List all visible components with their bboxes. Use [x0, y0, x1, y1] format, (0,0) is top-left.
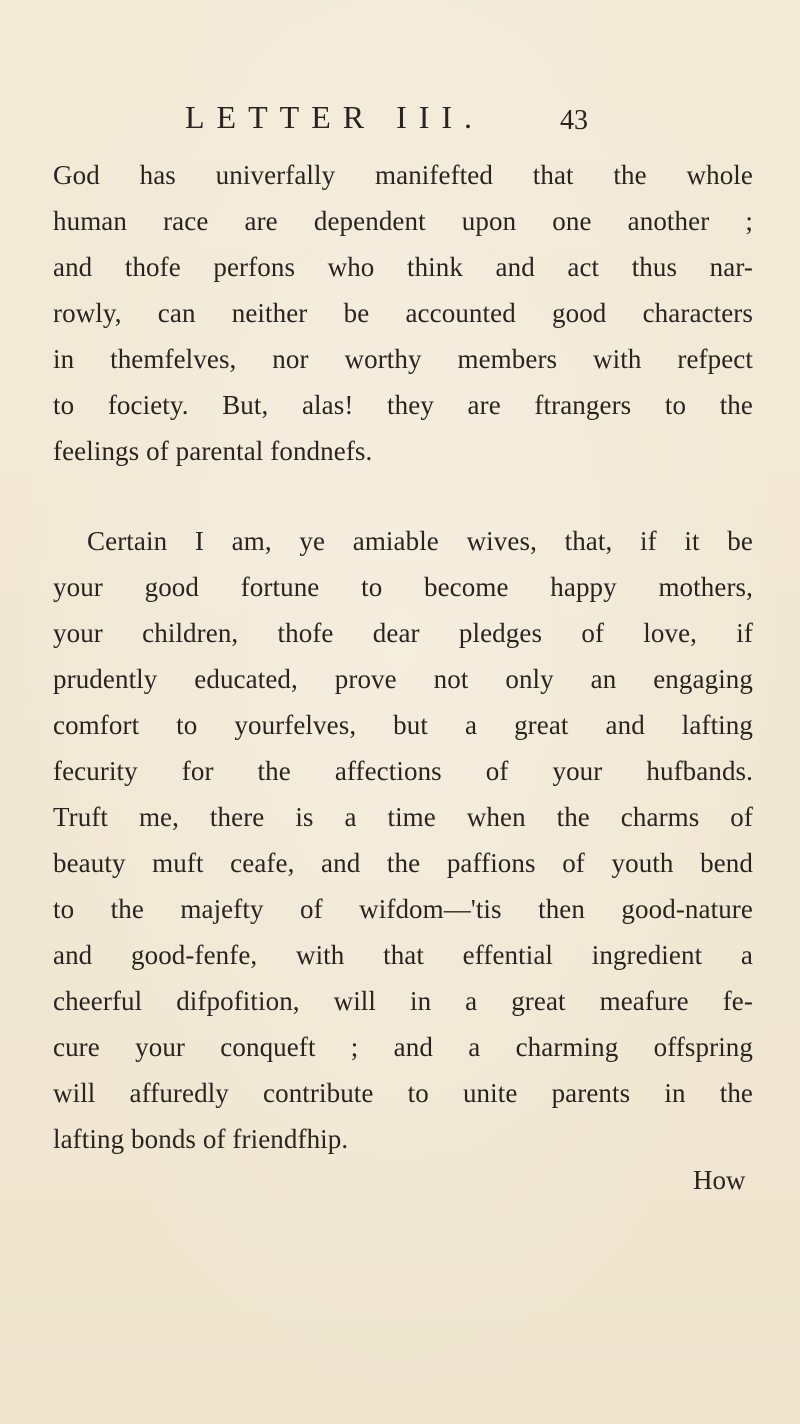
text-line: in themfelves, nor worthy members with refpect [53, 344, 753, 374]
text-line: your good fortune to become happy mothers, [53, 572, 753, 602]
text-line: lafting bonds of friendfhip. [53, 1124, 349, 1154]
text-line: to fociety. But, alas! they are ftrangers to the [53, 390, 753, 420]
text-line: to the majefty of wifdom—'tis then good-nature [53, 894, 753, 924]
text-line: Certain I am, ye amiable wives, that, if it be [87, 526, 753, 556]
text-line: your children, thofe dear pledges of love, if [53, 618, 753, 648]
text-line: and good-fenfe, with that effential ingredient a [53, 940, 753, 970]
page-number: 43 [560, 105, 588, 136]
text-line: Truft me, there is a time when the charms of [53, 802, 753, 832]
paragraph-2 [53, 518, 753, 1162]
text-line: God has univerfally manifefted that the whole [53, 160, 753, 190]
text-line: and thofe perfons who think and act thus nar- [53, 252, 753, 282]
text-line: prudently educated, prove not only an engaging [53, 664, 753, 694]
text-line: rowly, can neither be accounted good characters [53, 298, 753, 328]
text-line: cheerful difpofition, will in a great meafure fe- [53, 986, 753, 1016]
catchword: How [693, 1165, 746, 1195]
text-line: will affuredly contribute to unite parents in the [53, 1078, 753, 1108]
text-line: feelings of parental fondnefs. [53, 436, 373, 466]
text-line: beauty muft ceafe, and the paffions of youth bend [53, 848, 753, 878]
text-line: human race are dependent upon one another ; [53, 206, 753, 236]
paragraph-1 [53, 152, 753, 474]
text-line: comfort to yourfelves, but a great and lafting [53, 710, 753, 740]
text-line: cure your conqueft ; and a charming offspring [53, 1032, 753, 1062]
running-title: LETTER III. [185, 99, 485, 135]
page-header [185, 92, 605, 142]
text-line: fecurity for the affections of your hufbands. [53, 756, 753, 786]
